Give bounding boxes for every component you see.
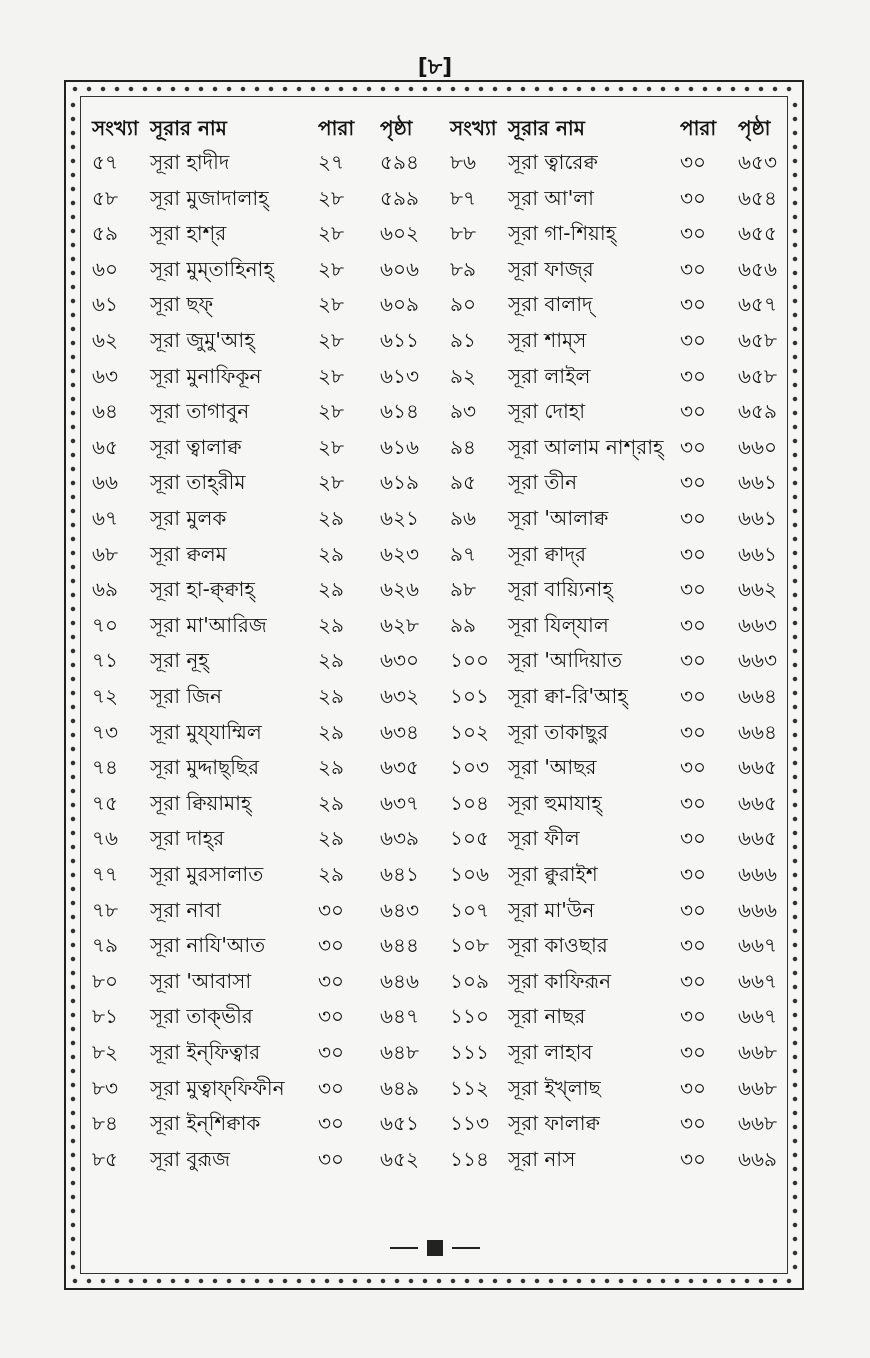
page-number: [৮] xyxy=(417,55,453,80)
row-para-right: ৩০ xyxy=(680,363,707,388)
row-surah-right: সূরা কাওছার xyxy=(508,933,608,958)
row-para-right: ৩০ xyxy=(680,185,707,210)
row-surah-right: সূরা বায়্যিনাহ্ xyxy=(508,577,613,602)
row-surah-right: সূরা 'আছর xyxy=(508,755,597,780)
row-number-right: ১১০ xyxy=(450,1004,489,1029)
row-surah-left: সূরা বুরূজ xyxy=(150,1146,230,1171)
row-surah-right: সূরা আলাম নাশ্‌রাহ্ xyxy=(508,434,664,459)
table-row xyxy=(0,751,870,783)
row-surah-right: সূরা ফীল xyxy=(508,826,580,851)
row-page-right: ৬৬৮ xyxy=(738,1040,777,1064)
row-number-left: ৮০ xyxy=(92,968,118,993)
row-page-right: ৬৫৯ xyxy=(738,399,777,424)
row-para-right: ৩০ xyxy=(680,1111,707,1136)
row-surah-left: সূরা মুলক xyxy=(150,506,227,530)
row-para-right: ৩০ xyxy=(680,612,707,637)
row-number-left: ৫৮ xyxy=(92,185,118,210)
row-page-left: ৫৯৪ xyxy=(380,150,419,174)
row-page-left: ৬০৯ xyxy=(380,292,419,317)
row-surah-left: সূরা মুরসালাত xyxy=(150,862,264,886)
row-para-left: ২৯ xyxy=(318,755,344,780)
row-page-right: ৬৬৮ xyxy=(738,1075,777,1100)
row-page-right: ৬৬৪ xyxy=(738,719,777,744)
header-para-left: পারা xyxy=(318,116,355,140)
row-para-left: ৩০ xyxy=(318,1040,345,1064)
row-para-left: ২৮ xyxy=(318,434,344,459)
row-surah-left: সূরা ত্বালাক্ব xyxy=(150,434,242,459)
row-surah-left: সূরা তাহ্‌রীম xyxy=(150,470,246,495)
row-number-right: ৮৮ xyxy=(450,221,476,246)
row-surah-left: সূরা ক্বলম xyxy=(150,541,227,566)
row-page-left: ৬৩৯ xyxy=(380,826,419,851)
footer-dash-right xyxy=(452,1247,480,1249)
row-number-left: ৮২ xyxy=(92,1040,118,1064)
row-para-left: ৩০ xyxy=(318,1146,345,1171)
row-page-right: ৬৬৪ xyxy=(738,684,777,708)
row-number-right: ১১২ xyxy=(450,1075,489,1100)
row-para-left: ২৮ xyxy=(318,185,344,210)
row-surah-left: সূরা তাক্‌ভীর xyxy=(150,1004,253,1029)
row-number-right: ৯৮ xyxy=(450,577,476,602)
row-para-left: ৩০ xyxy=(318,897,345,922)
footer-ornament xyxy=(390,1238,480,1258)
row-para-left: ৩০ xyxy=(318,933,345,958)
row-surah-right: সূরা তীন xyxy=(508,470,578,495)
row-number-left: ৬১ xyxy=(92,292,118,317)
row-page-right: ৬৬৭ xyxy=(738,933,778,958)
row-surah-right: সূরা বালাদ্ xyxy=(508,292,593,317)
row-page-left: ৬১৯ xyxy=(380,470,419,495)
row-para-right: ৩০ xyxy=(680,862,707,886)
row-page-left: ৬৩০ xyxy=(380,648,420,673)
row-page-left: ৬৩২ xyxy=(380,684,420,708)
row-page-left: ৫৯৯ xyxy=(380,185,419,210)
row-page-right: ৬৫৫ xyxy=(738,221,777,246)
row-para-right: ৩০ xyxy=(680,684,707,708)
table-header xyxy=(0,112,870,144)
row-page-right: ৬৫৬ xyxy=(738,256,777,281)
row-page-right: ৬৬৬ xyxy=(738,862,778,886)
row-para-left: ২৯ xyxy=(318,790,344,815)
row-number-left: ৮৩ xyxy=(92,1075,118,1100)
row-page-right: ৬৬৭ xyxy=(738,968,778,993)
row-para-left: ২৯ xyxy=(318,612,344,637)
row-para-right: ৩০ xyxy=(680,719,707,744)
row-para-right: ৩০ xyxy=(680,470,707,495)
footer-square-icon xyxy=(427,1240,443,1256)
row-number-right: ১১৪ xyxy=(450,1146,489,1171)
row-surah-left: সূরা ইন্‌ফিত্বার xyxy=(150,1040,261,1064)
row-para-left: ২৮ xyxy=(318,256,344,281)
row-surah-right: সূরা 'আলাক্ব xyxy=(508,506,609,530)
row-page-right: ৬৬৩ xyxy=(738,648,778,673)
header-name-right: সূরার নাম xyxy=(508,116,585,140)
row-number-left: ৭২ xyxy=(92,684,119,708)
header-number-right: সংখ্যা xyxy=(450,116,497,140)
row-surah-left: সূরা মুজাদালাহ্ xyxy=(150,185,269,210)
row-surah-left: সূরা হাদীদ xyxy=(150,150,230,174)
row-number-left: ৭৪ xyxy=(92,755,118,780)
table-row xyxy=(0,288,870,320)
row-number-right: ৯৭ xyxy=(450,541,476,566)
row-para-right: ৩০ xyxy=(680,968,707,993)
header-number-left: সংখ্যা xyxy=(92,116,139,140)
row-number-right: ৯৩ xyxy=(450,399,476,424)
row-number-left: ৬৮ xyxy=(92,541,118,566)
row-number-right: ৯২ xyxy=(450,363,476,388)
row-para-right: ৩০ xyxy=(680,434,707,459)
table-row xyxy=(0,182,870,214)
row-page-left: ৬৪৩ xyxy=(380,897,419,922)
table-row xyxy=(0,360,870,392)
header-para-right: পারা xyxy=(680,116,717,140)
row-number-right: ১০২ xyxy=(450,719,489,744)
row-page-right: ৬৬১ xyxy=(738,470,777,495)
table-row xyxy=(0,1107,870,1139)
row-para-right: ৩০ xyxy=(680,1004,707,1029)
row-number-left: ৮১ xyxy=(92,1004,118,1029)
row-surah-left: সূরা জিন xyxy=(150,684,222,708)
row-surah-left: সূরা মুনাফিকূন xyxy=(150,363,262,388)
table-row xyxy=(0,146,870,178)
row-surah-left: সূরা নূহ্ xyxy=(150,648,209,673)
table-row xyxy=(0,431,870,463)
row-para-right: ৩০ xyxy=(680,897,707,922)
row-number-right: ১১৩ xyxy=(450,1111,489,1136)
row-para-left: ২৮ xyxy=(318,328,344,352)
table-row xyxy=(0,395,870,427)
row-surah-right: সূরা হুমাযাহ্ xyxy=(508,790,602,815)
row-page-right: ৬৫৭ xyxy=(738,292,777,317)
row-para-right: ৩০ xyxy=(680,328,707,352)
table-row xyxy=(0,538,870,570)
row-number-right: ১০৩ xyxy=(450,755,489,780)
row-para-left: ২৯ xyxy=(318,506,344,530)
row-number-left: ৭৬ xyxy=(92,826,119,851)
row-number-right: ৯৫ xyxy=(450,470,476,495)
table-row xyxy=(0,1000,870,1032)
table-row xyxy=(0,822,870,854)
row-surah-right: সূরা নাস xyxy=(508,1146,576,1171)
row-para-right: ৩০ xyxy=(680,221,707,246)
row-para-right: ৩০ xyxy=(680,1146,707,1171)
row-para-right: ৩০ xyxy=(680,648,707,673)
table-row xyxy=(0,253,870,285)
row-para-left: ২৯ xyxy=(318,719,344,744)
row-surah-left: সূরা নাযি'আত xyxy=(150,933,266,958)
row-surah-right: সূরা দোহা xyxy=(508,399,586,424)
row-page-left: ৬২৩ xyxy=(380,541,420,566)
row-number-right: ১০০ xyxy=(450,648,489,673)
row-number-left: ৬০ xyxy=(92,256,119,281)
table-row xyxy=(0,324,870,356)
row-number-right: ৮৯ xyxy=(450,256,476,281)
row-number-left: ৭৯ xyxy=(92,933,118,958)
row-para-left: ২৮ xyxy=(318,221,344,246)
row-page-right: ৬৫৮ xyxy=(738,363,777,388)
row-number-right: ৮৬ xyxy=(450,150,476,174)
row-para-left: ২৯ xyxy=(318,862,344,886)
row-surah-right: সূরা নাছর xyxy=(508,1004,586,1029)
row-surah-left: সূরা নাবা xyxy=(150,897,222,922)
row-para-right: ৩০ xyxy=(680,933,707,958)
row-number-left: ৬৩ xyxy=(92,363,119,388)
table-row xyxy=(0,1036,870,1068)
row-number-left: ৭৫ xyxy=(92,790,118,815)
row-page-left: ৬৫১ xyxy=(380,1111,419,1136)
row-surah-right: সূরা লাইল xyxy=(508,363,591,388)
row-number-right: ১০৬ xyxy=(450,862,489,886)
table-row xyxy=(0,680,870,712)
row-para-left: ২৭ xyxy=(318,150,345,174)
row-number-left: ৬৪ xyxy=(92,399,118,424)
row-number-left: ৭০ xyxy=(92,612,119,637)
row-para-right: ৩০ xyxy=(680,256,707,281)
table-row xyxy=(0,217,870,249)
row-para-right: ৩০ xyxy=(680,1040,707,1064)
table-row xyxy=(0,787,870,819)
row-page-left: ৬৪৪ xyxy=(380,933,419,958)
row-number-right: ৯৯ xyxy=(450,612,476,637)
row-para-right: ৩০ xyxy=(680,292,707,317)
row-para-right: ৩০ xyxy=(680,577,707,602)
row-surah-left: সূরা মুয্‌যাম্মিল xyxy=(150,719,262,744)
header-page-left: পৃষ্ঠা xyxy=(380,116,413,140)
row-surah-right: সূরা গা-শিয়াহ্ xyxy=(508,221,617,246)
row-page-left: ৬২৬ xyxy=(380,577,420,602)
row-number-right: ৯০ xyxy=(450,292,476,317)
table-row xyxy=(0,858,870,890)
ornament-band-top xyxy=(68,84,800,94)
row-surah-right: সূরা যিল্‌যাল xyxy=(508,612,609,637)
table-row xyxy=(0,502,870,534)
row-para-right: ৩০ xyxy=(680,1075,707,1100)
table-row xyxy=(0,1072,870,1104)
table-row xyxy=(0,929,870,961)
row-surah-left: সূরা দাহ্‌র xyxy=(150,826,225,851)
row-para-right: ৩০ xyxy=(680,826,707,851)
row-number-right: ১০৮ xyxy=(450,933,489,958)
row-surah-right: সূরা কাফিরূন xyxy=(508,968,612,993)
row-page-right: ৬৬৫ xyxy=(738,790,777,815)
row-page-right: ৬৬৯ xyxy=(738,1146,777,1171)
row-surah-left: সূরা মুত্বাফ্‌ফিফীন xyxy=(150,1075,285,1100)
row-number-left: ৮৪ xyxy=(92,1111,118,1136)
row-page-right: ৬৫৩ xyxy=(738,150,777,174)
row-page-left: ৬১৩ xyxy=(380,363,419,388)
row-surah-right: সূরা ত্বারেক্ব xyxy=(508,150,598,174)
row-page-left: ৬৪১ xyxy=(380,862,419,886)
table-row xyxy=(0,1143,870,1175)
table-row xyxy=(0,644,870,676)
row-surah-right: সূরা আ'লা xyxy=(508,185,594,210)
row-page-right: ৬৬৭ xyxy=(738,1004,778,1029)
row-page-right: ৬৬২ xyxy=(738,577,778,602)
row-number-left: ৬৯ xyxy=(92,577,118,602)
row-number-right: ৮৭ xyxy=(450,185,476,210)
table-row xyxy=(0,609,870,641)
row-page-left: ৬২১ xyxy=(380,506,419,530)
row-page-right: ৬৬৫ xyxy=(738,755,777,780)
row-surah-left: সূরা মুম্‌তাহিনাহ্ xyxy=(150,256,274,281)
row-page-left: ৬৩৪ xyxy=(380,719,419,744)
row-surah-left: সূরা হা-ক্ব্‌ক্বাহ্ xyxy=(150,577,255,602)
row-surah-left: সূরা ইন্‌শিক্বাক xyxy=(150,1111,261,1136)
row-number-right: ৯৪ xyxy=(450,434,476,459)
row-para-left: ২৯ xyxy=(318,684,344,708)
row-page-right: ৬৬১ xyxy=(738,541,777,566)
row-para-left: ২৯ xyxy=(318,648,344,673)
row-para-left: ২৮ xyxy=(318,363,344,388)
row-page-left: ৬২৮ xyxy=(380,612,419,637)
row-page-left: ৬১১ xyxy=(380,328,419,352)
header-page-right: পৃষ্ঠা xyxy=(738,116,771,140)
row-surah-right: সূরা ক্বুরাইশ xyxy=(508,862,598,886)
row-surah-left: সূরা মুদ্দাছ্‌ছির xyxy=(150,755,260,780)
row-para-right: ৩০ xyxy=(680,150,707,174)
row-number-right: ১০১ xyxy=(450,684,489,708)
row-para-left: ২৮ xyxy=(318,292,344,317)
row-number-left: ৬৬ xyxy=(92,470,119,495)
row-number-left: ৬২ xyxy=(92,328,119,352)
row-para-left: ২৯ xyxy=(318,826,344,851)
row-number-left: ৭৩ xyxy=(92,719,119,744)
row-para-right: ৩০ xyxy=(680,399,707,424)
row-surah-left: সূরা 'আবাসা xyxy=(150,968,252,993)
table-row xyxy=(0,894,870,926)
row-surah-right: সূরা ইখ্‌লাছ xyxy=(508,1075,601,1100)
row-page-right: ৬৬৬ xyxy=(738,897,778,922)
row-page-right: ৬৬৩ xyxy=(738,612,778,637)
row-page-left: ৬৪৬ xyxy=(380,968,419,993)
row-number-right: ১০৯ xyxy=(450,968,489,993)
row-page-left: ৬৪৮ xyxy=(380,1040,419,1064)
row-page-left: ৬৩৭ xyxy=(380,790,420,815)
row-surah-right: সূরা লাহাব xyxy=(508,1040,593,1064)
row-number-left: ৭৭ xyxy=(92,862,119,886)
row-page-left: ৬১৪ xyxy=(380,399,419,424)
row-page-left: ৬০৬ xyxy=(380,256,420,281)
row-surah-left: সূরা তাগাবুন xyxy=(150,399,250,424)
row-number-right: ১১১ xyxy=(450,1040,489,1064)
ornament-band-bottom xyxy=(68,1276,800,1286)
row-surah-left: সূরা ক্বিয়ামাহ্ xyxy=(150,790,252,815)
row-para-right: ৩০ xyxy=(680,506,707,530)
row-surah-right: সূরা 'আদিয়াত xyxy=(508,648,623,673)
row-surah-left: সূরা ছফ্ xyxy=(150,292,213,317)
row-surah-right: সূরা ক্বাদ্‌র xyxy=(508,541,587,566)
row-page-left: ৬৫২ xyxy=(380,1146,419,1171)
header-name-left: সূরার নাম xyxy=(150,116,227,140)
row-page-left: ৬০২ xyxy=(380,221,420,246)
row-surah-left: সূরা হাশ্‌র xyxy=(150,221,227,246)
row-surah-left: সূরা জুমু'আহ্ xyxy=(150,328,255,352)
row-para-left: ৩০ xyxy=(318,1075,345,1100)
row-page-left: ৬৩৫ xyxy=(380,755,419,780)
table-row xyxy=(0,573,870,605)
table-row xyxy=(0,965,870,997)
row-para-right: ৩০ xyxy=(680,790,707,815)
row-para-left: ২৮ xyxy=(318,399,344,424)
table-row xyxy=(0,466,870,498)
row-page-right: ৬৬০ xyxy=(738,434,778,459)
row-para-left: ২৯ xyxy=(318,577,344,602)
row-page-right: ৬৫৮ xyxy=(738,328,777,352)
row-surah-left: সূরা মা'আরিজ xyxy=(150,612,267,637)
row-page-right: ৬৬৫ xyxy=(738,826,777,851)
row-page-left: ৬১৬ xyxy=(380,434,419,459)
row-para-left: ২৯ xyxy=(318,541,344,566)
row-surah-right: সূরা তাকাছুর xyxy=(508,719,609,744)
row-surah-right: সূরা মা'উন xyxy=(508,897,595,922)
row-number-right: ১০৫ xyxy=(450,826,489,851)
row-page-left: ৬৪৯ xyxy=(380,1075,419,1100)
row-number-right: ১০৭ xyxy=(450,897,489,922)
row-number-right: ১০৪ xyxy=(450,790,489,815)
row-page-right: ৬৫৪ xyxy=(738,185,777,210)
footer-dash-left xyxy=(390,1247,418,1249)
row-number-left: ৬৫ xyxy=(92,434,118,459)
row-surah-right: সূরা ক্বা-রি'আহ্ xyxy=(508,684,628,708)
row-page-right: ৬৬১ xyxy=(738,506,777,530)
row-number-left: ৭৮ xyxy=(92,897,118,922)
row-para-left: ৩০ xyxy=(318,1004,345,1029)
row-number-right: ৯৬ xyxy=(450,506,476,530)
row-para-right: ৩০ xyxy=(680,541,707,566)
row-number-left: ৮৫ xyxy=(92,1146,118,1171)
row-surah-right: সূরা ফাজ্‌র xyxy=(508,256,594,281)
row-number-right: ৯১ xyxy=(450,328,476,352)
table-row xyxy=(0,716,870,748)
row-para-left: ৩০ xyxy=(318,1111,345,1136)
row-para-left: ৩০ xyxy=(318,968,345,993)
row-surah-right: সূরা ফালাক্ব xyxy=(508,1111,600,1136)
row-page-right: ৬৬৮ xyxy=(738,1111,777,1136)
row-number-left: ৭১ xyxy=(92,648,118,673)
row-number-left: ৫৭ xyxy=(92,150,118,174)
row-number-left: ৬৭ xyxy=(92,506,119,530)
row-number-left: ৫৯ xyxy=(92,221,118,246)
row-page-left: ৬৪৭ xyxy=(380,1004,419,1029)
row-surah-right: সূরা শাম্‌স xyxy=(508,328,587,352)
row-para-right: ৩০ xyxy=(680,755,707,780)
row-para-left: ২৮ xyxy=(318,470,344,495)
